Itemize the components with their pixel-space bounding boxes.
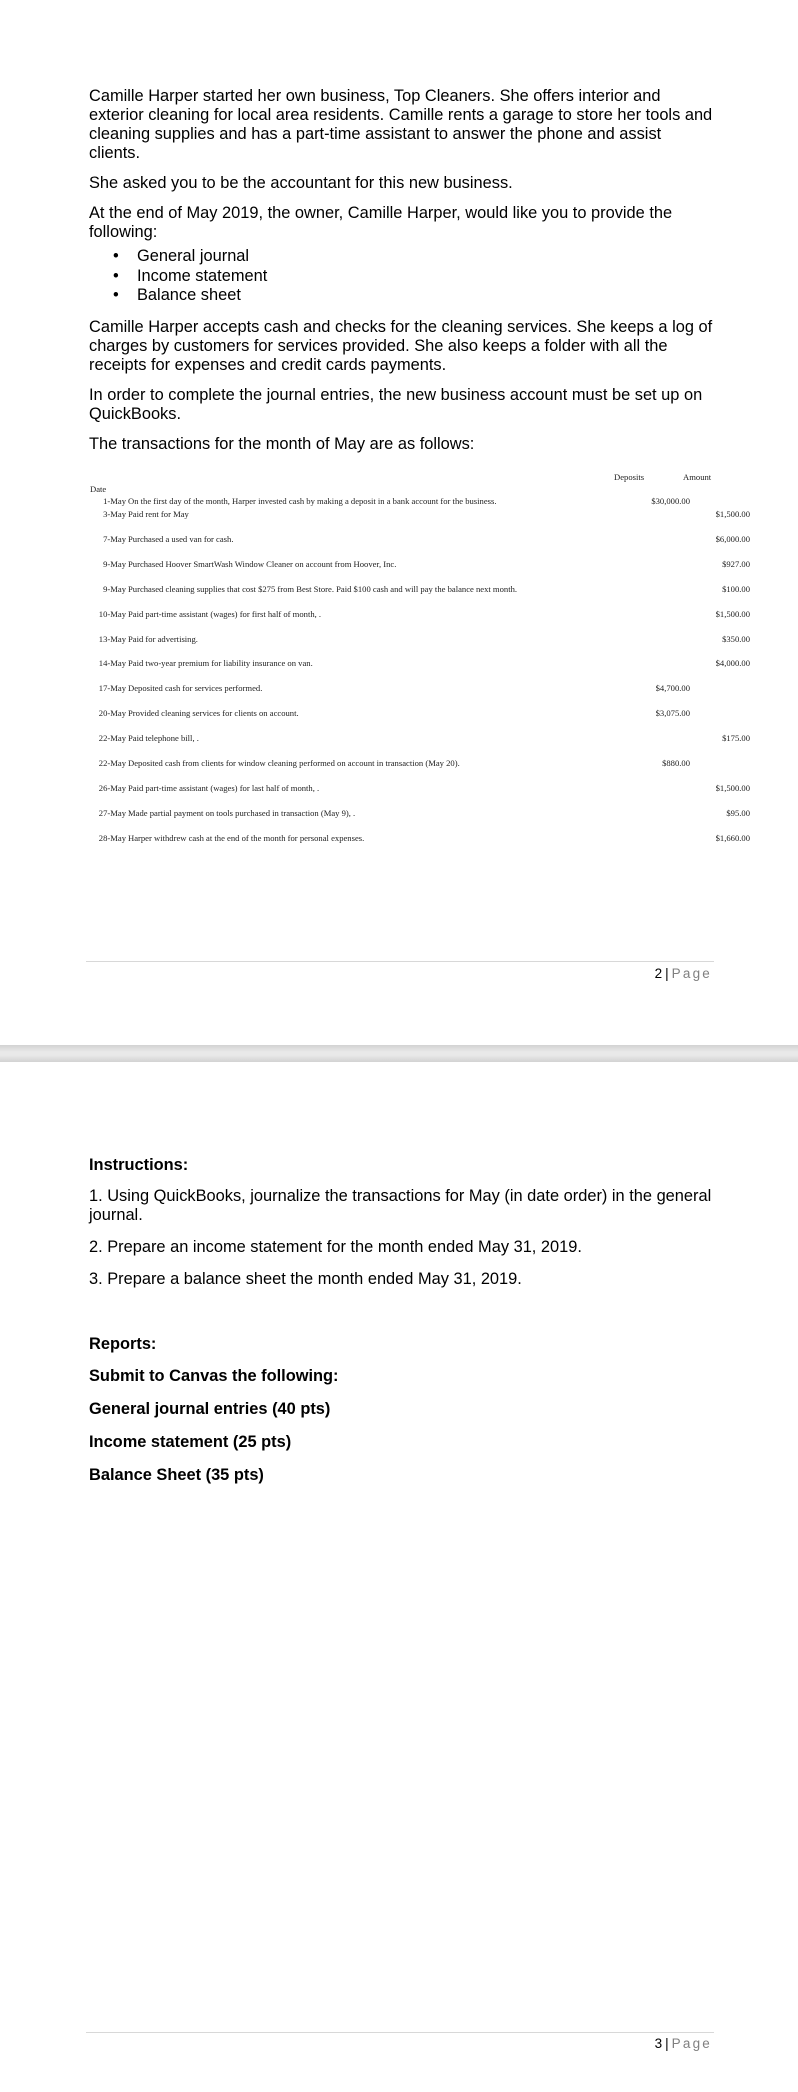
transaction-amount: $927.00 [722,558,750,569]
transaction-description: Paid part-time assistant (wages) for first half of month, . [128,608,322,619]
transaction-amount: $6,000.00 [715,533,750,544]
transaction-amount: $100.00 [722,583,750,594]
transaction-description: Purchased Hoover SmartWash Window Cleaner on account from Hoover, Inc. [128,558,397,569]
transaction-row [90,833,750,845]
footer-divider [86,2032,714,2033]
transaction-row [90,758,750,770]
body-paragraph: In order to complete the journal entries, the new business account must be set up on QuickBooks. [89,385,703,423]
page-gap [0,1045,798,1062]
intro-paragraph: At the end of May 2019, the owner, Camille Harper, would like you to provide the following: [89,204,673,241]
transaction-description: Deposited cash from clients for window cleaning performed on account in transaction (May 20). [128,758,460,768]
reports-item: Balance Sheet (35 pts) [89,1466,264,1484]
transaction-row [90,496,750,508]
transaction-row [90,658,750,670]
transaction-date: 9-May [103,583,126,594]
transaction-row [90,708,750,720]
page-word: Page [671,966,712,981]
page-number [655,966,712,981]
transaction-date: 28-May [98,832,126,843]
page-number-value: 2 [654,966,663,981]
intro-paragraph: She asked you to be the accountant for this new business. [89,174,513,192]
transaction-date: 17-May [98,683,126,694]
intro-paragraph: Camille Harper started her own business, Top Cleaners. She offers interior and exterior cleaning for local area residents. Camille rents a garage to store her tools and cleaning supplies and has a part-time assistant to answer the phone and assist clients. [89,87,713,162]
list-item: • Balance sheet [137,286,714,306]
page-number-separator: | [665,2036,669,2051]
instructions-section [89,1156,714,1485]
transaction-amount: $1,500.00 [715,608,750,619]
transaction-row [90,808,750,820]
transaction-date: 27-May [98,807,126,818]
instructions-heading: Instructions: [89,1156,189,1174]
transaction-row [90,584,750,596]
transaction-date: 3-May [103,509,126,519]
body-paragraph: Camille Harper accepts cash and checks for the cleaning services. She keeps a log of charges by customers for services provided. She also keeps a folder with all the receipts for expenses and credit cards payments. [89,317,713,374]
transaction-description: Purchased a used van for cash. [128,533,234,544]
transaction-deposit: $3,075.00 [655,708,690,719]
transaction-amount: $1,660.00 [715,832,750,843]
reports-item: Submit to Canvas the following: [89,1367,339,1385]
transaction-amount: $1,500.00 [715,782,750,793]
document-page-3 [0,1062,798,2092]
transaction-amount: $1,500.00 [715,509,750,519]
deliverables-list [89,247,714,306]
intro-section [89,87,714,465]
document-page-2 [0,0,798,1045]
transaction-date: 9-May [103,558,126,569]
transaction-row [90,733,750,745]
transaction-date: 26-May [98,782,126,793]
list-item: • General journal [137,247,714,267]
transaction-description: Purchased cleaning supplies that cost $275 from Best Store. Paid $100 cash and will pay the balance next month. [128,583,518,594]
transaction-row [90,534,750,546]
transaction-row [90,559,750,571]
reports-item: Income statement (25 pts) [89,1433,292,1451]
page-number [655,2036,712,2051]
reports-item: General journal entries (40 pts) [89,1400,331,1418]
transaction-description: Made partial payment on tools purchased in transaction (May 9), . [128,807,356,818]
page-number-value: 3 [654,2036,663,2051]
transaction-date: 13-May [98,633,126,644]
transaction-amount: $4,000.00 [715,658,750,669]
body-paragraph: The transactions for the month of May are as follows: [89,434,475,453]
transaction-description: Deposited cash for services performed. [128,683,263,694]
transaction-deposit: $4,700.00 [655,683,690,694]
transaction-row [90,783,750,795]
date-header: Date [90,484,107,494]
transaction-deposit: $30,000.00 [651,496,690,506]
transaction-description: Harper withdrew cash at the end of the month for personal expenses. [128,832,365,843]
transaction-date: 22-May [98,733,126,744]
transaction-description: Paid rent for May [128,509,189,519]
transaction-description: Paid telephone bill, . [128,733,199,744]
transaction-date: 20-May [98,708,126,719]
list-item: • Income statement [137,267,714,287]
instruction-item: 2. Prepare an income statement for the month ended May 31, 2019. [89,1238,582,1256]
transaction-description: On the first day of the month, Harper invested cash by making a deposit in a bank account for the business. [128,496,497,506]
transaction-deposit: $880.00 [662,758,690,768]
transaction-row [90,683,750,695]
transaction-description: Paid for advertising. [128,633,198,644]
footer-divider [86,961,714,962]
transaction-date: 14-May [98,658,126,669]
instruction-item: 1. Using QuickBooks, journalize the transactions for May (in date order) in the general journal. [89,1187,712,1224]
transaction-amount: $350.00 [722,633,750,644]
transaction-date: 7-May [103,533,126,544]
transaction-date: 10-May [98,608,126,619]
page-word: Page [671,2036,712,2051]
transaction-date: 22-May [98,758,126,768]
transaction-description: Provided cleaning services for clients on account. [128,708,299,719]
transaction-row [90,609,750,621]
transaction-row [90,509,750,521]
transaction-description: Paid part-time assistant (wages) for last half of month, . [128,782,320,793]
transaction-amount: $175.00 [722,733,750,744]
reports-heading: Reports: [89,1335,157,1353]
transaction-amount: $95.00 [726,807,750,818]
transaction-row [90,634,750,646]
transaction-date: 1-May [103,496,126,506]
page-number-separator: | [665,966,669,981]
transaction-description: Paid two-year premium for liability insurance on van. [128,658,313,669]
deposits-header: Deposits [614,472,645,482]
amount-header: Amount [683,472,712,482]
instruction-item: 3. Prepare a balance sheet the month ended May 31, 2019. [89,1270,522,1288]
